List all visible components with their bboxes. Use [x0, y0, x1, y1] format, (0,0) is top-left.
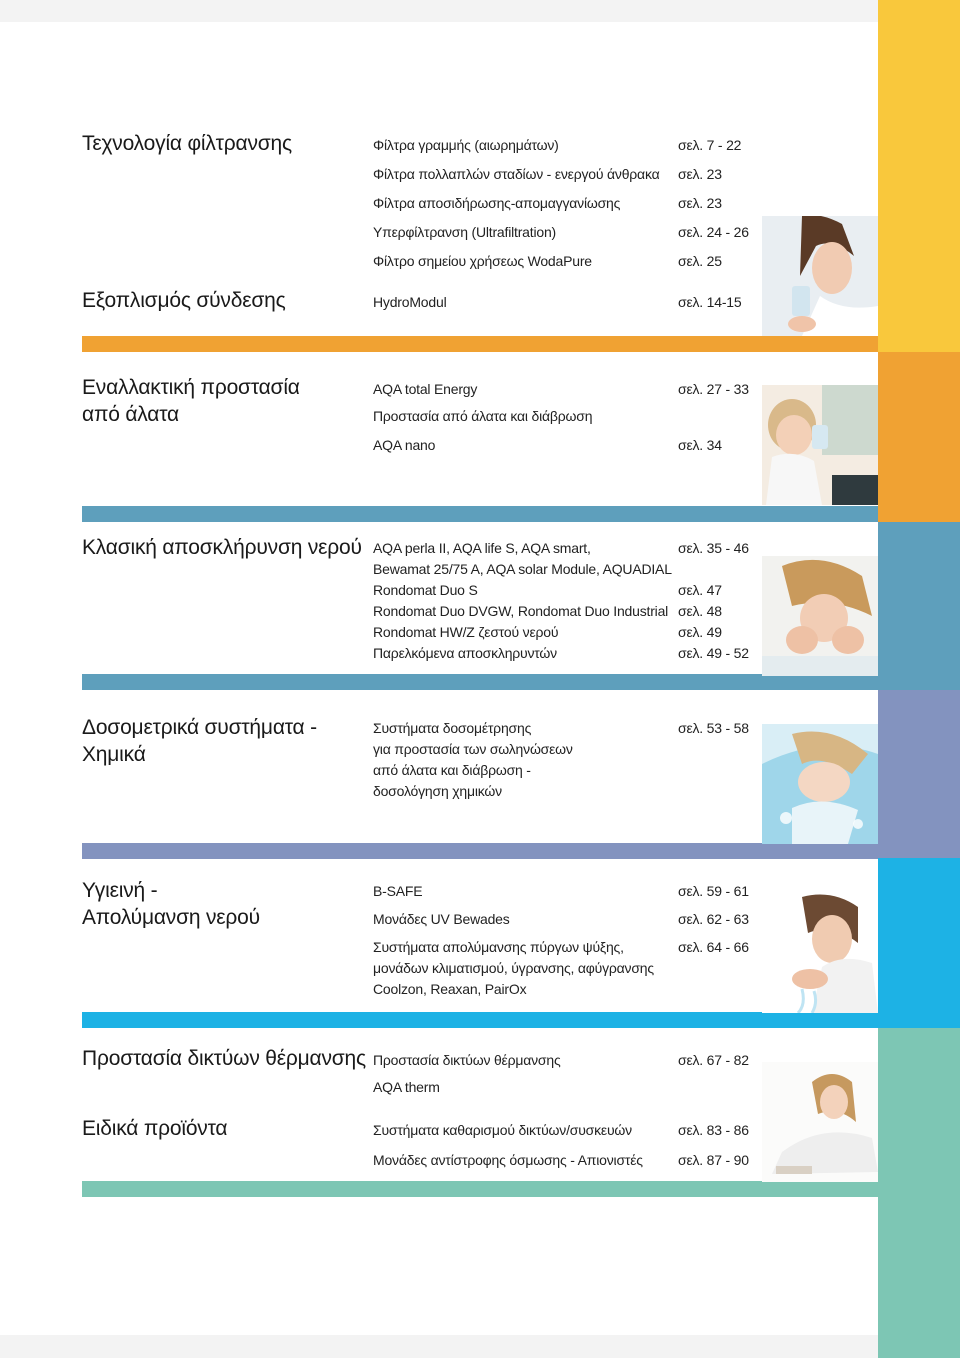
- item-line: για προστασία των σωληνώσεων: [373, 741, 573, 757]
- item-rondomat-hwz: Rondomat HW/Z ζεστού νερού: [373, 624, 559, 640]
- page-iron-removal-filters: σελ. 23: [678, 195, 722, 211]
- color-stripe-yellow: [878, 0, 960, 352]
- page-uv-bewades: σελ. 62 - 63: [678, 911, 749, 927]
- heading-softening: Κλασική αποσκλήρυνση νερού: [82, 536, 362, 559]
- item-b-safe: B-SAFE: [373, 883, 423, 899]
- heading-filtration: Τεχνολογία φίλτρανσης: [82, 132, 292, 155]
- page-line-filters: σελ. 7 - 22: [678, 137, 742, 153]
- item-line: μονάδων κλιματισμού, ύγρανσης, αφύγρανσης: [373, 960, 654, 976]
- color-stripe-lavender: [878, 690, 960, 858]
- page-dosing-systems: σελ. 53 - 58: [678, 720, 749, 736]
- item-dosing-systems: [373, 718, 669, 802]
- item-wodapure: Φίλτρο σημείου χρήσεως WodaPure: [373, 253, 592, 269]
- page-ultrafiltration: σελ. 24 - 26: [678, 224, 749, 240]
- item-aqa-nano: AQA nano: [373, 437, 436, 453]
- item-reverse-osmosis: Μονάδες αντίστροφης όσμωσης - Απιονιστές: [373, 1152, 643, 1168]
- item-line: από άλατα και διάβρωση -: [373, 762, 531, 778]
- item-heating-protection: Προστασία δικτύων θέρμανσης: [373, 1052, 561, 1068]
- section-band-orange: [82, 336, 878, 352]
- section-band-cyan: [82, 1012, 878, 1028]
- photo-woman-washing-face: [762, 556, 878, 676]
- heading-connection: Εξοπλισμός σύνδεσης: [82, 289, 286, 312]
- photo-woman-reclining: [762, 1062, 878, 1182]
- item-aqa-perla: [373, 538, 672, 580]
- photo-child-drinking-water: [762, 385, 878, 505]
- item-aqa-therm: AQA therm: [373, 1079, 440, 1095]
- page-rondomat-hwz: σελ. 49: [678, 624, 722, 640]
- item-rondomat-duo-dvgw: Rondomat Duo DVGW, Rondomat Duo Industrial: [373, 603, 669, 619]
- page-b-safe: σελ. 59 - 61: [678, 883, 749, 899]
- page-reverse-osmosis: σελ. 87 - 90: [678, 1152, 749, 1168]
- item-line: AQA perla II, AQA life S, AQA smart,: [373, 540, 591, 556]
- page-wodapure: σελ. 25: [678, 253, 722, 269]
- item-multistage-filters: Φίλτρα πολλαπλών σταδίων - ενεργού άνθρακα: [373, 166, 660, 182]
- section-band-mint: [82, 1181, 878, 1197]
- heading-line: Απολύμανση νερού: [82, 906, 260, 929]
- heading-line: Υγιεινή -: [82, 879, 158, 902]
- photo-woman-drinking-water: [762, 216, 878, 336]
- item-cooling-tower-disinfection: [373, 937, 669, 1000]
- page-cooling-tower-disinfection: σελ. 64 - 66: [678, 939, 749, 955]
- heading-hygiene: [82, 877, 362, 931]
- page-hydromodul: σελ. 14-15: [678, 294, 742, 310]
- heading-line: από άλατα: [82, 403, 179, 426]
- page-rondomat-duo-dvgw: σελ. 48: [678, 603, 722, 619]
- heading-line: Δοσομετρικά συστήματα -: [82, 716, 317, 739]
- color-stripe-cyan: [878, 858, 960, 1028]
- page-heating-protection: σελ. 67 - 82: [678, 1052, 749, 1068]
- section-band-lavender: [82, 843, 878, 859]
- section-band-steel-blue: [82, 506, 878, 522]
- color-stripe-mint: [878, 1028, 960, 1358]
- item-network-cleaning: Συστήματα καθαρισμού δικτύων/συσκευών: [373, 1122, 632, 1138]
- page-aqa-total-energy: σελ. 27 - 33: [678, 381, 749, 397]
- heading-line: Εναλλακτική προστασία: [82, 376, 300, 399]
- page-network-cleaning: σελ. 83 - 86: [678, 1122, 749, 1138]
- page-aqa-nano: σελ. 34: [678, 437, 722, 453]
- item-line: Coolzon, Reaxan, PairOx: [373, 981, 527, 997]
- section-band-steel-blue-2: [82, 674, 878, 690]
- photo-woman-hands-water: [762, 893, 878, 1013]
- heading-scale-protection: [82, 374, 362, 428]
- color-stripe-orange: [878, 352, 960, 522]
- item-line: Bewamat 25/75 A, AQA solar Module, AQUADIAL: [373, 561, 672, 577]
- item-iron-removal-filters: Φίλτρα αποσιδήρωσης-απομαγγανίωσης: [373, 195, 621, 211]
- heading-heating: Προστασία δικτύων θέρμανσης: [82, 1047, 366, 1070]
- item-ultrafiltration: Υπερφίλτρανση (Ultrafiltration): [373, 224, 556, 240]
- photo-woman-water-splash: [762, 724, 878, 844]
- item-hydromodul: HydroModul: [373, 294, 447, 310]
- page-multistage-filters: σελ. 23: [678, 166, 722, 182]
- item-line: Συστήματα δοσομέτρησης: [373, 720, 532, 736]
- item-uv-bewades: Μονάδες UV Bewades: [373, 911, 510, 927]
- item-softener-accessories: Παρελκόμενα αποσκληρυντών: [373, 645, 557, 661]
- item-aqa-total-energy: AQA total Energy: [373, 381, 478, 397]
- item-rondomat-duo-s: Rondomat Duo S: [373, 582, 478, 598]
- color-stripe-steel-blue: [878, 522, 960, 690]
- page-rondomat-duo-s: σελ. 47: [678, 582, 722, 598]
- heading-dosing: [82, 714, 362, 768]
- item-line: δοσολόγηση χημικών: [373, 783, 502, 799]
- page-softener-accessories: σελ. 49 - 52: [678, 645, 749, 661]
- heading-line: Χημικά: [82, 743, 146, 766]
- page-aqa-perla: σελ. 35 - 46: [678, 540, 749, 556]
- item-scale-corrosion: Προστασία από άλατα και διάβρωση: [373, 408, 593, 424]
- item-line: Συστήματα απολύμανσης πύργων ψύξης,: [373, 939, 624, 955]
- item-line-filters: Φίλτρα γραμμής (αιωρημάτων): [373, 137, 559, 153]
- heading-special: Ειδικά προϊόντα: [82, 1117, 228, 1140]
